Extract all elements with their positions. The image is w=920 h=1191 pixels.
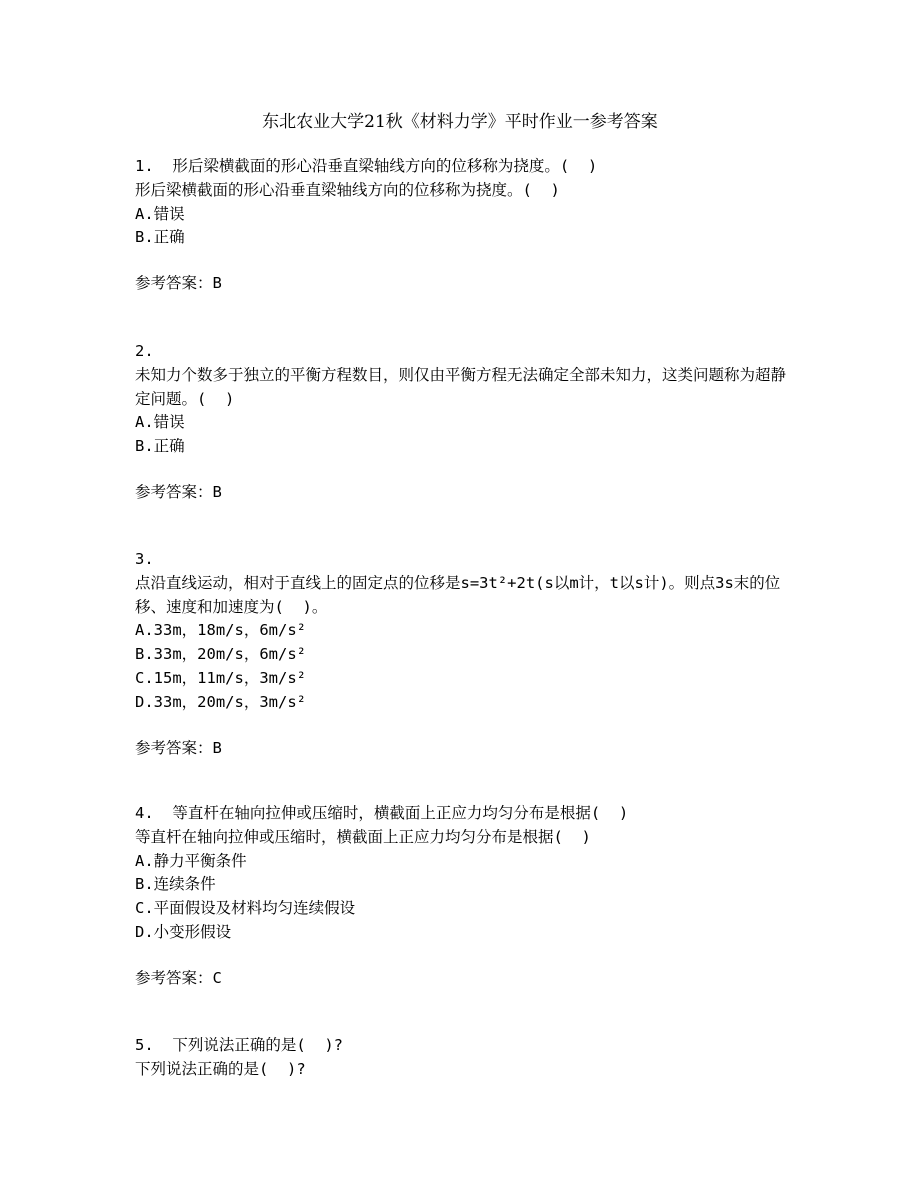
answer-label: 参考答案： xyxy=(135,738,213,757)
option-b: B.33m，20m/s，6m/s² xyxy=(135,645,306,664)
question-body: 形后梁横截面的形心沿垂直梁轴线方向的位移称为挠度。( ) xyxy=(135,180,560,199)
option-b: B.连续条件 xyxy=(135,875,216,894)
question-heading: 2. xyxy=(135,342,154,360)
answer-label: 参考答案： xyxy=(135,482,213,501)
answer-label: 参考答案： xyxy=(135,274,213,293)
question-heading: 4. 等直杆在轴向拉伸或压缩时，横截面上正应力均匀分布是根据( ) xyxy=(135,804,629,822)
option-d: D.小变形假设 xyxy=(135,922,232,941)
document-title: 东北农业大学21秋《材料力学》平时作业一参考答案 xyxy=(262,112,658,132)
question-2 xyxy=(135,340,795,505)
answer-value: B xyxy=(212,274,222,293)
question-heading: 5. 下列说法正确的是( )? xyxy=(135,1036,343,1054)
question-3 xyxy=(135,548,795,760)
question-heading: 1. 形后梁横截面的形心沿垂直梁轴线方向的位移称为挠度。( ) xyxy=(135,157,598,175)
answer-line xyxy=(135,272,795,296)
question-heading: 3. xyxy=(135,550,154,568)
option-a: A.错误 xyxy=(135,413,185,432)
question-body: 下列说法正确的是( )? xyxy=(135,1059,306,1078)
answer-value: B xyxy=(212,482,222,501)
question-4 xyxy=(135,802,795,991)
answer-line xyxy=(135,737,795,761)
answer-line xyxy=(135,967,795,991)
option-c: C.平面假设及材料均匀连续假设 xyxy=(135,899,356,918)
option-b: B.正确 xyxy=(135,437,185,456)
option-a: A.33m，18m/s，6m/s² xyxy=(135,621,306,640)
answer-label: 参考答案： xyxy=(135,968,213,987)
question-body: 点沿直线运动，相对于直线上的固定点的位移是s=3t²+2t(s以m计，t以s计)。则点3s末的位移、速度和加速度为( )。 xyxy=(135,573,781,616)
option-d: D.33m，20m/s，3m/s² xyxy=(135,692,306,711)
answer-value: B xyxy=(212,738,222,757)
option-a: A.错误 xyxy=(135,204,185,223)
answer-value: C xyxy=(212,968,222,987)
option-b: B.正确 xyxy=(135,228,185,247)
option-a: A.静力平衡条件 xyxy=(135,851,247,870)
answer-line xyxy=(135,481,795,505)
question-5 xyxy=(135,1034,795,1082)
question-1 xyxy=(135,155,795,296)
question-body: 等直杆在轴向拉伸或压缩时，横截面上正应力均匀分布是根据( ) xyxy=(135,827,591,846)
question-body: 未知力个数多于独立的平衡方程数目，则仅由平衡方程无法确定全部未知力，这类问题称为超静定问题。( ) xyxy=(135,365,787,408)
option-c: C.15m，11m/s，3m/s² xyxy=(135,668,306,687)
